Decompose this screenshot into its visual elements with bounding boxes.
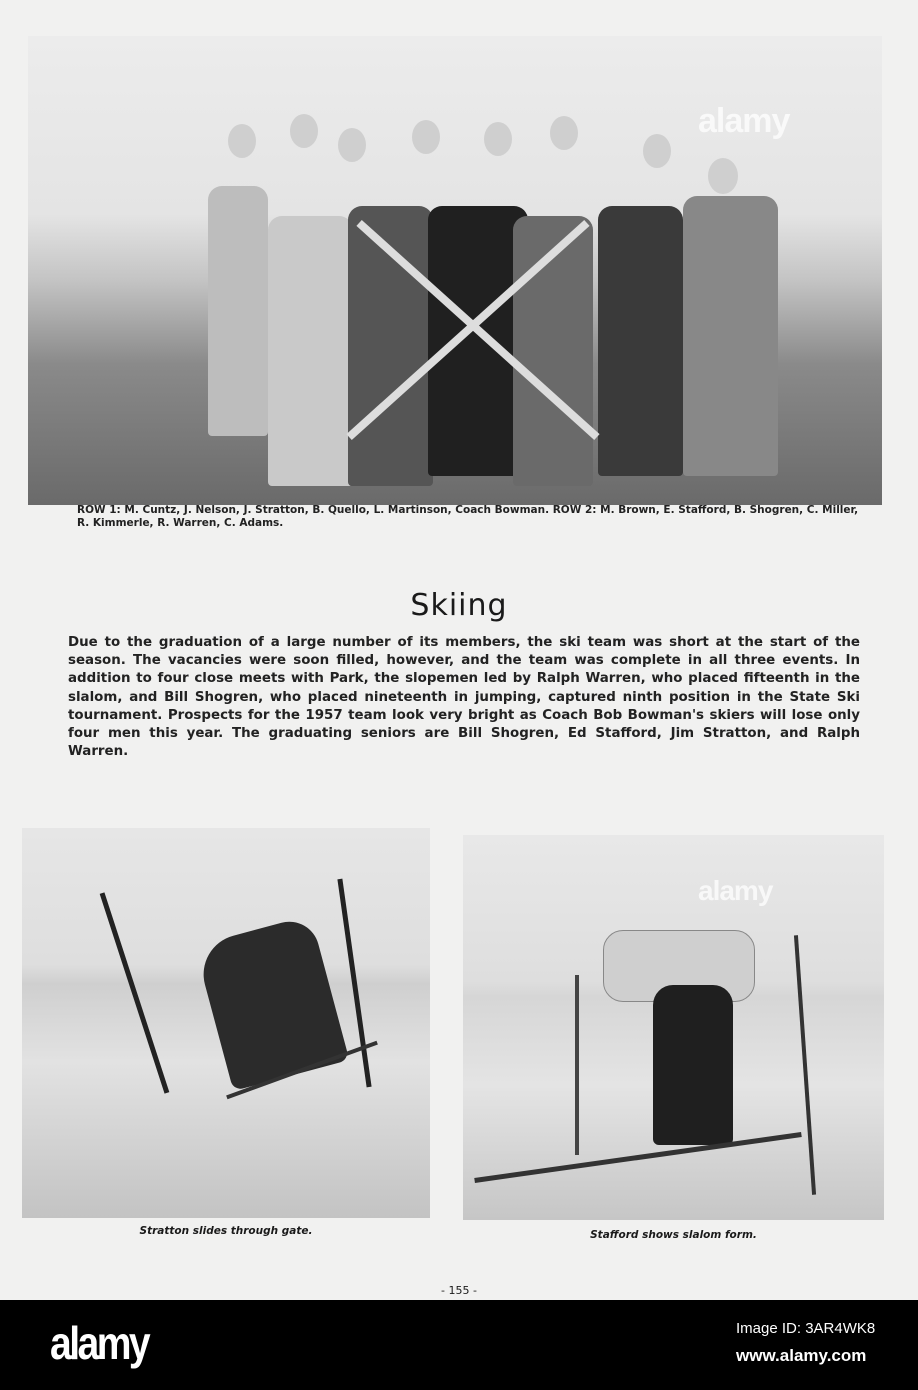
stratton-photo-caption: Stratton slides through gate.: [139, 1225, 313, 1237]
stafford-photo: [463, 835, 884, 1220]
stafford-photo-caption: Stafford shows slalom form.: [590, 1229, 757, 1241]
team-photo-caption: ROW 1: M. Cuntz, J. Nelson, J. Stratton, B. Quello, L. Martinson, Coach Bowman. ROW 2: M. Brown, E. Stafford, B. Shogren, C. Miller, R. Kimmerle, R. Warren, C. Adams.: [77, 504, 859, 529]
team-photo: [28, 36, 882, 505]
article-title: Skiing: [410, 588, 508, 623]
watermark-bar: [0, 1300, 918, 1390]
watermark-logo: alamy: [698, 102, 790, 140]
watermark-logo-2: alamy: [698, 875, 773, 906]
alamy-logo: alamy: [50, 1317, 149, 1369]
image-id: Image ID: 3AR4WK8: [736, 1320, 876, 1337]
alamy-url: www.alamy.com: [736, 1346, 867, 1365]
stratton-photo: [22, 828, 430, 1218]
article-body: Due to the graduation of a large number of its members, the ski team was short at the start of the season. The vacancies were soon filled, however, and the team was complete in all three events. In addition to four close meets with Park, the slopemen led by Ralph Warren, who placed fifteenth in the slalom, and Bill Shogren, who placed nineteenth in jumping, captured ninth position in the State Ski tournament. Prospects for the 1957 team look very bright as Coach Bob Bowman's skiers will lose only four men this year. The graduating seniors are Bill Shogren, Ed Stafford, Jim Stratton, and Ralph Warren.: [68, 635, 860, 760]
page-number: - 155 -: [441, 1284, 477, 1297]
